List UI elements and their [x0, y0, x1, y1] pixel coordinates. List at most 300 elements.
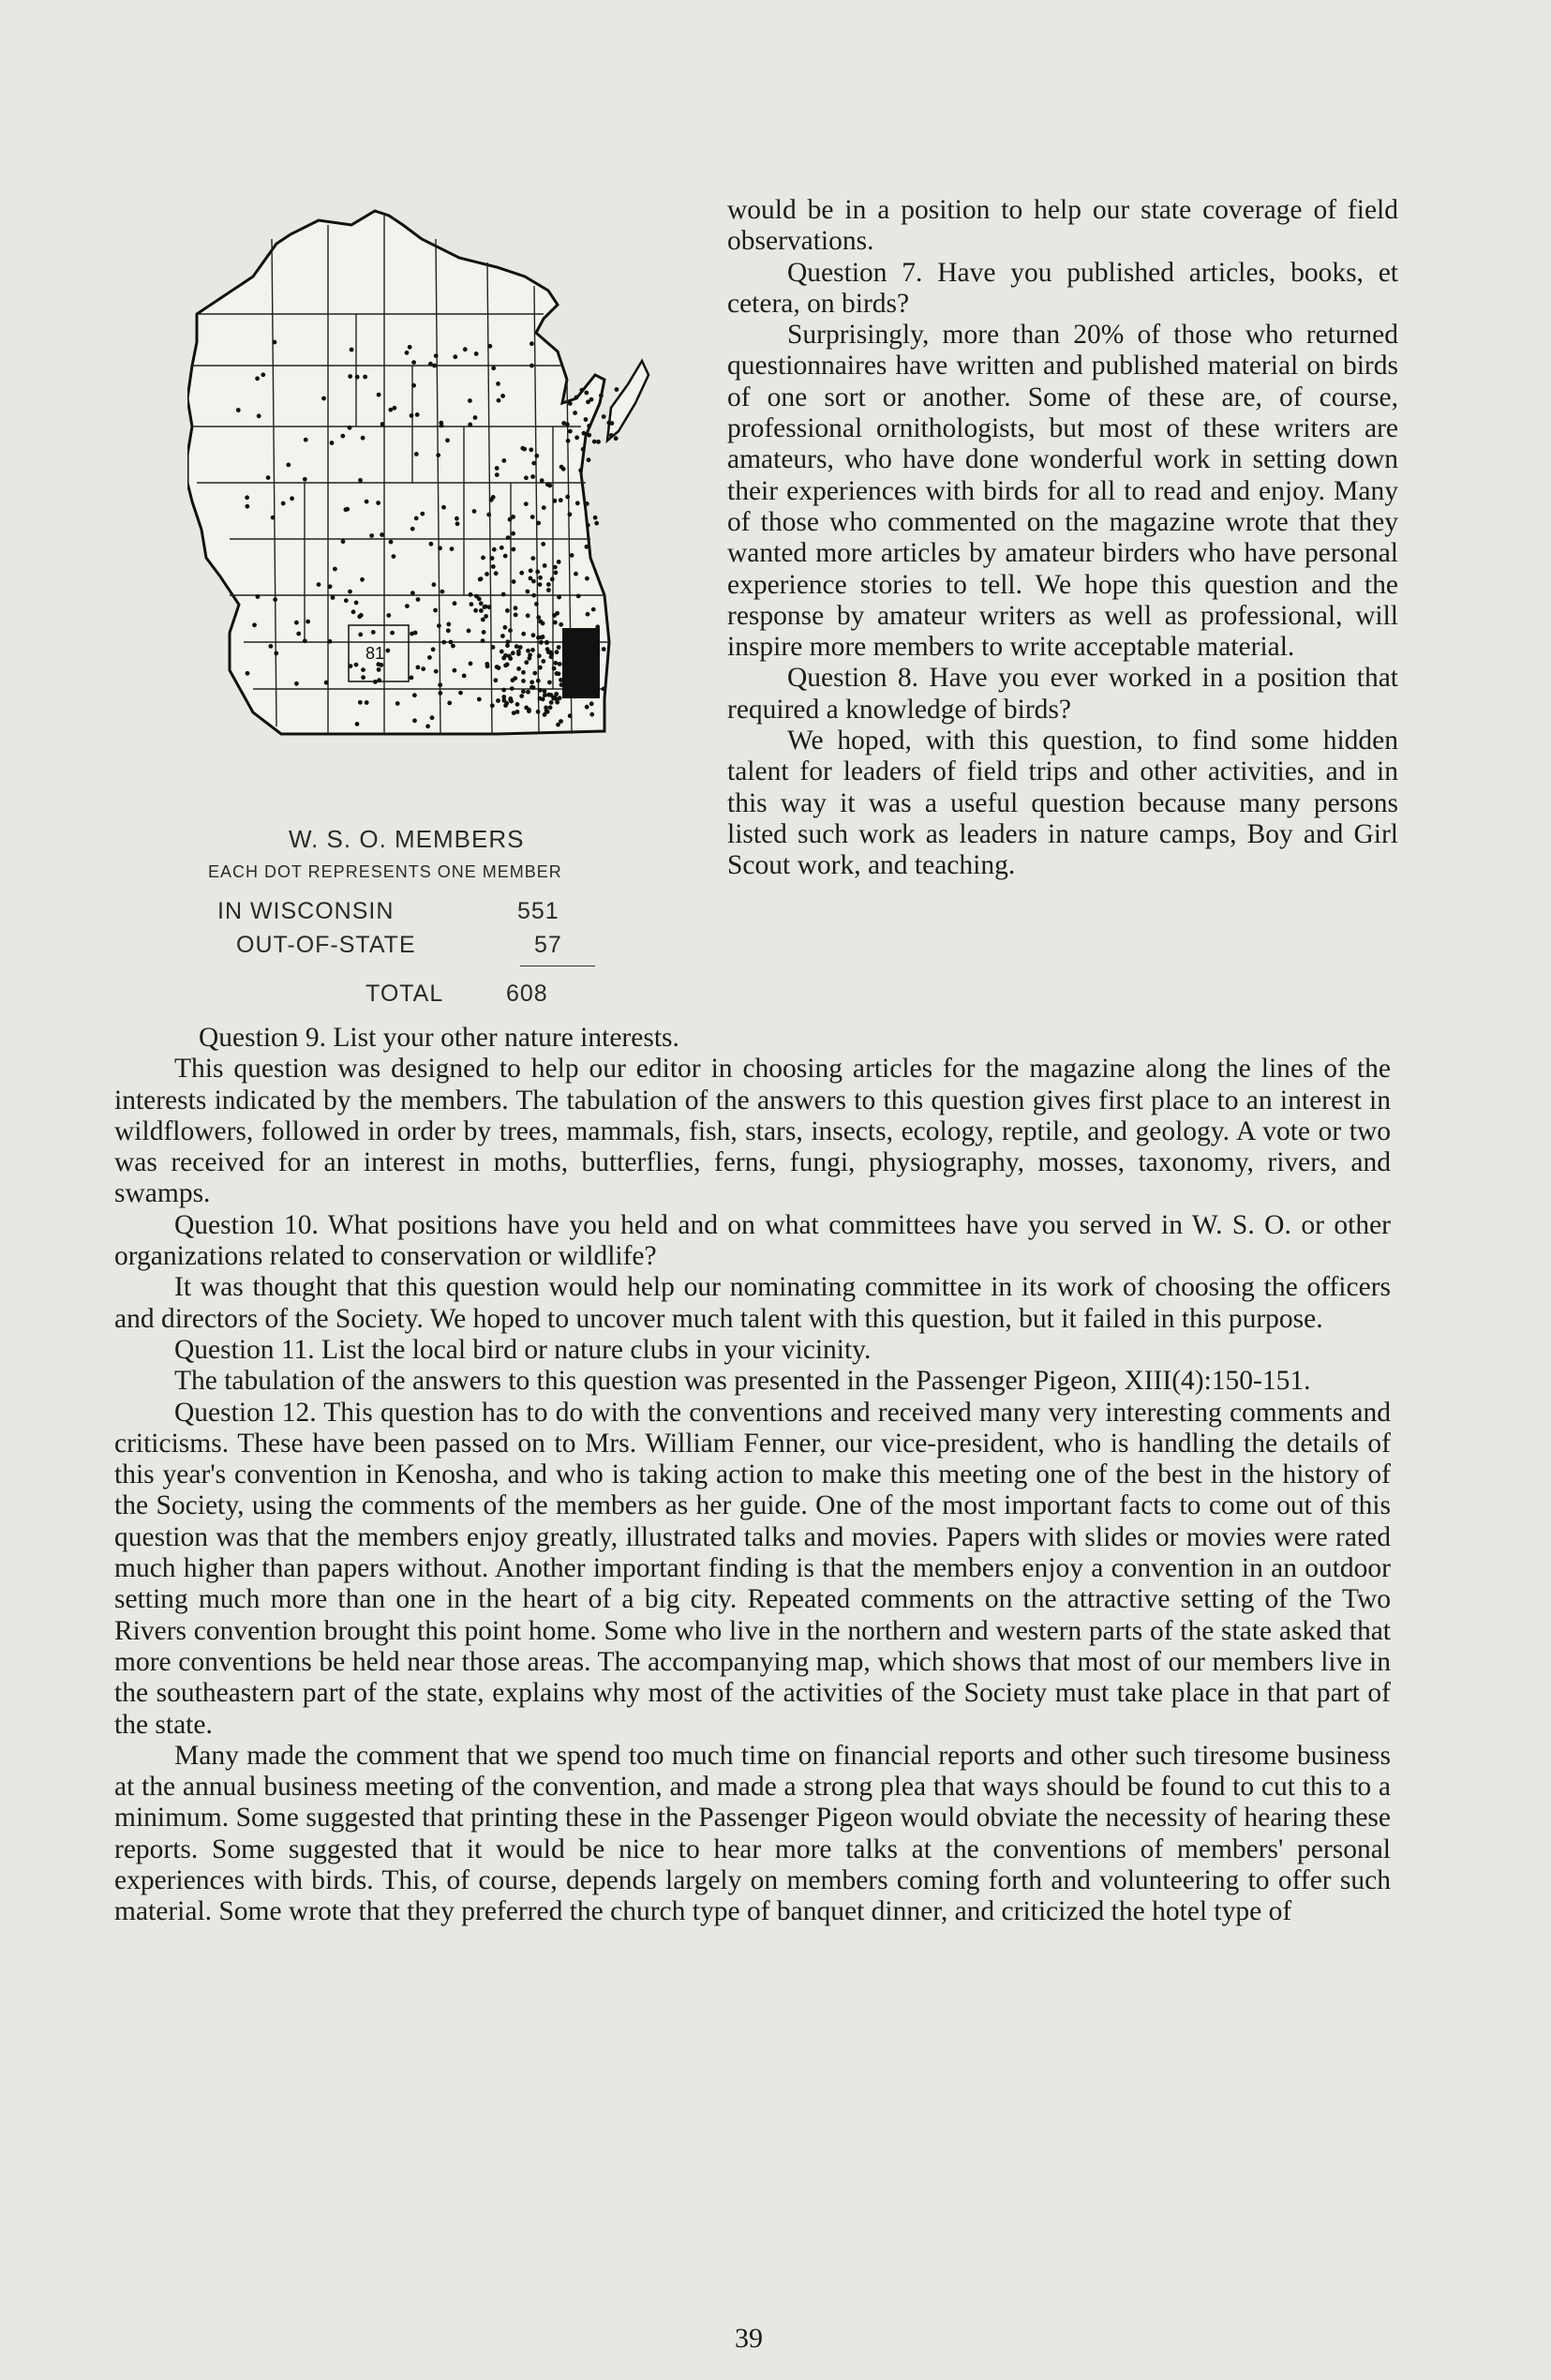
member-dot [479, 601, 484, 606]
member-dot [530, 474, 535, 479]
member-dot [574, 572, 578, 576]
member-dot [468, 398, 472, 403]
member-dot [553, 499, 558, 503]
member-dot [420, 512, 425, 516]
member-dot [585, 545, 589, 549]
member-dot [568, 713, 573, 718]
member-dot [529, 364, 534, 368]
paragraph: Surprisingly, more than 20% of those who returned questionnaires have written and published material on birds of one sort or another. Some of these are, of course, professional ornithologists, but most of these writers are amateurs, who have done wonderful work in setting down their experiences with birds for all to read and enjoy. Many of those who commented on the magazine wrote that they wanted more articles by amateur birders who have personal experience stories to tell. We hope this question and the response by amateur writers as well as professional, will inspire more members to write acceptable material. [727, 320, 1398, 663]
member-dot [574, 396, 579, 400]
member-dot [526, 590, 530, 594]
member-dot [529, 341, 534, 346]
member-dot [511, 531, 515, 536]
member-dot [481, 556, 485, 561]
member-dot [453, 668, 457, 673]
member-dot [586, 612, 590, 617]
member-dot [494, 571, 499, 576]
member-dot [252, 622, 257, 627]
member-dot [545, 710, 550, 714]
paragraph: It was thought that this question would help our nominating committee in its work of choosing the officers and directors of the Society. We hoped to uncover much talent with this question, but it failed in this purpose. [114, 1272, 1391, 1334]
member-dot [529, 568, 533, 573]
paragraph: Question 10. What positions have you held and on what committees have you served in W. S. O. or other organizations related to conservation or wildlife? [114, 1209, 1391, 1272]
member-dot [405, 604, 410, 608]
member-dot [380, 422, 385, 427]
member-dot [483, 605, 487, 609]
member-dot [510, 686, 515, 691]
member-dot [515, 710, 520, 714]
member-dot [453, 354, 457, 359]
member-dot [536, 679, 541, 683]
member-dot [477, 697, 482, 702]
member-dot [330, 441, 335, 445]
member-dot [496, 382, 500, 386]
member-dot [615, 387, 619, 392]
member-dot [388, 408, 393, 412]
member-dot [410, 591, 415, 595]
member-dot [555, 611, 559, 616]
member-dot [557, 671, 561, 676]
member-dot [581, 648, 586, 652]
member-dot [565, 658, 570, 663]
member-dot [437, 623, 441, 628]
member-dot [526, 649, 530, 653]
member-dot [348, 426, 352, 430]
member-dot [472, 509, 477, 514]
member-dot [508, 517, 513, 522]
member-dot [365, 700, 369, 705]
member-dot [584, 391, 589, 396]
member-dot [529, 680, 534, 684]
legend-subtitle: EACH DOT REPRESENTS ONE MEMBER [208, 862, 562, 881]
member-dot [491, 564, 496, 569]
member-dot [438, 546, 442, 550]
member-dot [538, 666, 543, 670]
legend-row-label: IN WISCONSIN [217, 898, 395, 924]
member-dot [463, 347, 468, 352]
member-dot [495, 472, 500, 477]
member-dot [507, 654, 512, 659]
member-dot [361, 436, 365, 441]
member-dot [411, 360, 416, 365]
member-dot [562, 694, 567, 698]
member-dot [416, 597, 421, 602]
member-dot [455, 521, 460, 526]
member-dot [513, 676, 517, 681]
member-dot [389, 540, 394, 545]
member-dot [468, 423, 472, 427]
member-dot [271, 516, 276, 520]
member-dot [434, 669, 439, 674]
member-dot [538, 582, 543, 587]
member-dot [393, 406, 397, 411]
member-dot [296, 632, 301, 636]
member-dot [570, 553, 574, 558]
member-dot [505, 662, 510, 666]
member-dot [358, 633, 363, 637]
right-text-column [727, 195, 1398, 882]
member-dot [447, 701, 452, 706]
paragraph: Many made the comment that we spend too much time on financial reports and other such tiresome business at the annual business meeting of the convention, and made a strong plea that ways should be found to cut this to a minimum. Some suggested that printing these in the Passenger Pigeon would obviate the necessity of hearing these reports. Some suggested that it would be nice to hear more talks at the conventions of members' personal experiences with birds. This, of course, depends largely on members coming forth and volunteering to offer such material. Some wrote that they preferred the church type of banquet dinner, and criticized the hotel type of [114, 1740, 1391, 1927]
member-dot [548, 705, 553, 710]
member-dot [561, 467, 566, 472]
member-dot [410, 676, 414, 681]
member-dot [521, 689, 526, 694]
member-dot [246, 504, 250, 509]
member-dot [348, 590, 352, 594]
member-dot [281, 501, 286, 506]
member-dot [425, 724, 430, 728]
member-dot [592, 440, 597, 444]
member-dot [502, 698, 507, 703]
member-dot [559, 622, 563, 627]
member-dot [441, 505, 446, 510]
paragraph: Question 12. This question has to do with the conventions and received many very interesting comments and criticisms. These have been passed on to Mrs. William Fenner, our vice-president, who is handling the details of this year's convention in Kenosha, and who is taking action to make this meeting one of the best in the history of the Society, using the comments of the members as her guide. One of the most important facts to come out of this question was that the members enjoy greatly, illustrated talks and movies. Papers with slides or movies were rated much higher than papers without. Another important finding is that the members enjoy a convention in an outdoor setting much more than one in the heart of a big city. Repeated comments on the attractive setting of the Two Rivers convention brought this point home. Some who live in the northern and western parts of the state asked that more conventions be held near those areas. The accompanying map, which shows that most of our members live in the southeastern part of the state, explains why most of the activities of the Society must take place in that part of the state. [114, 1397, 1391, 1740]
member-dot [473, 415, 478, 420]
member-dot [294, 621, 299, 625]
member-dot [429, 542, 434, 546]
member-dot [489, 498, 494, 502]
member-dot [524, 475, 529, 480]
member-dot [521, 632, 526, 636]
member-dot [458, 691, 463, 696]
member-dot [500, 394, 505, 398]
member-dot [521, 679, 526, 683]
member-dot [602, 687, 606, 692]
member-dot [246, 671, 250, 676]
member-dot [306, 620, 310, 624]
member-dot [568, 512, 573, 516]
member-dot [505, 608, 510, 613]
member-dot [274, 651, 278, 656]
member-dot [455, 516, 459, 521]
member-dot [441, 640, 446, 645]
member-dot [538, 696, 543, 701]
member-dot [515, 644, 519, 649]
member-dot [348, 374, 352, 379]
member-dot [478, 577, 483, 582]
member-dot [554, 661, 559, 666]
member-dot [369, 533, 374, 538]
member-dot [470, 602, 474, 606]
member-dot [543, 563, 547, 568]
member-dot [501, 688, 506, 693]
member-dot [529, 447, 533, 452]
member-dot [531, 461, 536, 466]
member-dot [573, 695, 577, 699]
member-dot [500, 634, 505, 638]
member-dot [585, 646, 589, 651]
member-dot [436, 453, 440, 457]
member-dot [365, 500, 369, 504]
member-dot [567, 646, 572, 651]
member-dot [539, 636, 544, 640]
member-dot [450, 546, 455, 551]
member-dot [257, 413, 261, 418]
member-dot [559, 498, 563, 502]
member-dot [491, 366, 496, 370]
paragraph: Question 7. Have you published articles, books, et cetera, on birds? [727, 257, 1398, 319]
member-dot [574, 435, 579, 440]
member-dot [581, 447, 586, 452]
member-dot [324, 681, 329, 685]
member-dot [469, 592, 473, 597]
member-dot [386, 613, 391, 618]
member-dot [544, 640, 549, 645]
member-dot [492, 547, 497, 552]
member-dot [446, 628, 451, 633]
member-dot [261, 372, 265, 377]
member-dot [526, 613, 530, 618]
member-dot [408, 345, 412, 350]
paragraph: Question 9. List your other nature interests. [199, 1023, 679, 1053]
member-dot [469, 662, 473, 666]
legend-row-value: 57 [534, 932, 562, 958]
member-dot [586, 523, 590, 528]
member-dot [491, 645, 496, 650]
member-dot [549, 700, 554, 705]
member-dot [481, 618, 485, 622]
member-dot [574, 690, 579, 695]
member-dot [528, 652, 532, 657]
member-dot [440, 424, 444, 428]
member-dot [354, 601, 359, 606]
full-width-text-column [114, 1023, 1391, 1928]
member-dot [568, 401, 573, 406]
member-dot [473, 608, 478, 613]
member-dot [559, 719, 563, 724]
legend-sum-rule [520, 965, 595, 966]
member-dot [593, 516, 598, 520]
member-dot [380, 532, 384, 537]
member-dot [486, 513, 491, 517]
page-number: 39 [735, 2323, 763, 2354]
member-dot [546, 650, 551, 654]
member-dot [432, 582, 437, 587]
member-dot [543, 693, 547, 697]
member-dot [552, 696, 557, 700]
member-dot [245, 495, 249, 500]
member-dot [586, 668, 590, 673]
member-dot [236, 408, 241, 412]
member-dot [534, 454, 539, 458]
member-dot [377, 667, 381, 672]
member-dot [512, 547, 516, 552]
member-dot [602, 414, 606, 419]
member-dot [416, 666, 421, 670]
member-dot [497, 398, 501, 403]
member-dot [582, 431, 587, 436]
member-dot [490, 556, 495, 561]
member-dot [361, 675, 365, 680]
member-dot [521, 670, 526, 675]
member-dot [514, 613, 518, 618]
legend-row-value: 608 [506, 980, 548, 1007]
wisconsin-state-outline [187, 211, 609, 734]
member-dot [487, 605, 492, 609]
member-dot [596, 649, 601, 653]
member-dot [485, 572, 489, 576]
member-dot [508, 696, 513, 701]
member-dot [589, 701, 594, 706]
member-dot [482, 630, 486, 635]
member-dot [552, 666, 557, 671]
member-dot [557, 595, 561, 600]
member-dot [255, 376, 260, 381]
member-dot [573, 411, 577, 415]
member-dot [474, 352, 479, 356]
member-dot [610, 421, 615, 426]
member-dot [566, 439, 571, 443]
member-dot [516, 651, 521, 656]
member-dot [508, 628, 513, 633]
member-dot [530, 648, 535, 652]
member-dot [595, 624, 600, 629]
member-dot [555, 650, 559, 654]
member-dot [559, 682, 564, 687]
legend-title: W. S. O. MEMBERS [289, 825, 525, 853]
member-dot [526, 690, 530, 695]
member-dot [554, 571, 559, 576]
member-dot [516, 666, 521, 671]
paragraph: Question 8. Have you ever worked in a position that required a knowledge of birds? [727, 663, 1398, 725]
member-dot [431, 647, 436, 651]
member-dot [412, 718, 417, 723]
member-dot [371, 630, 376, 635]
member-dot [543, 689, 547, 694]
paragraph: The tabulation of the answers to this question was presented in the Passenger Pigeon, XIII(4):150-151. [174, 1366, 1311, 1397]
member-dot [433, 608, 438, 613]
member-dot [427, 655, 432, 660]
member-dot [587, 457, 591, 462]
member-dot [355, 722, 360, 726]
member-dot [547, 681, 552, 685]
member-dot [553, 621, 558, 625]
member-dot [355, 375, 360, 380]
member-dot [412, 693, 417, 697]
member-dot [562, 662, 567, 666]
member-dot [413, 631, 418, 636]
member-dot [546, 582, 551, 587]
member-dot [266, 475, 271, 480]
member-dot [514, 606, 518, 610]
paragraph: This question was designed to help our editor in choosing articles for the magazine along the lines of the interests indicated by the members. The tabulation of the answers to this question gives first place to an interest in wildflowers, followed in order by trees, mammals, fish, stars, insects, ecology, reptile, and geology. A vote or two was received for an interest in moths, butterflies, ferns, fungi, physiography, mosses, taxonomy, rivers, and swamps. [114, 1054, 1391, 1209]
member-dot [351, 609, 356, 614]
member-dot [511, 651, 515, 655]
member-dot [519, 571, 524, 576]
member-dot [345, 507, 350, 512]
member-dot [358, 478, 363, 483]
member-dot [569, 687, 574, 692]
member-dot [614, 436, 619, 441]
member-dot [304, 438, 308, 442]
member-dot [405, 351, 410, 355]
member-dot [488, 344, 493, 349]
member-dot [519, 694, 524, 698]
member-dot [440, 590, 445, 594]
member-dot [557, 645, 561, 650]
member-dot [591, 656, 596, 661]
member-dot [531, 633, 536, 637]
member-dot [415, 412, 420, 417]
member-dot [576, 660, 581, 665]
paragraph: We hoped, with this question, to find some hidden talent for leaders of field trips and other activities, and in this way it was a useful question because many persons listed such work as leaders in nature camps, Boy and Girl Scout work, and teaching. [727, 726, 1398, 881]
member-dot [531, 685, 536, 690]
member-dot [357, 614, 362, 619]
member-dot [585, 576, 589, 581]
member-dot [532, 671, 537, 676]
member-dot [294, 681, 299, 686]
member-dot [531, 579, 536, 584]
member-dot [557, 560, 561, 564]
member-dot [344, 598, 349, 603]
member-dot [273, 340, 277, 345]
member-dot [524, 501, 529, 506]
member-dot [539, 640, 544, 645]
member-dot [550, 577, 555, 582]
county-callout-label: 81 [365, 644, 385, 663]
member-dot [596, 440, 601, 444]
member-dot [286, 463, 291, 468]
member-dot [317, 582, 321, 587]
member-dot [587, 433, 591, 438]
member-dot [350, 348, 354, 352]
member-dot [414, 516, 419, 521]
member-dot [538, 576, 543, 580]
member-dot [537, 653, 542, 658]
member-dot [303, 638, 307, 643]
membership-map-figure [150, 187, 675, 1031]
member-dot [496, 698, 500, 703]
member-dot [484, 614, 488, 619]
member-dot [360, 577, 365, 582]
member-dot [553, 565, 558, 570]
member-dot [540, 478, 544, 483]
member-dot [481, 638, 485, 643]
member-dot [269, 644, 274, 649]
member-dot [530, 515, 535, 519]
member-dot [524, 660, 529, 665]
member-dot [462, 674, 467, 679]
member-dot [530, 556, 535, 561]
member-dot [438, 682, 442, 687]
member-dot [321, 397, 326, 401]
member-dot [390, 631, 395, 636]
member-dot [495, 466, 500, 471]
member-dot [506, 535, 511, 540]
member-dot [333, 567, 337, 572]
member-dot [599, 394, 604, 398]
member-dot [544, 706, 548, 711]
member-dot [358, 700, 363, 705]
member-dot [535, 570, 540, 575]
member-dot [361, 667, 365, 672]
member-dot [503, 625, 508, 630]
member-dot [303, 477, 307, 482]
member-dot [578, 468, 583, 472]
member-dot [414, 452, 419, 457]
member-dot [534, 602, 539, 606]
member-dot [584, 417, 589, 422]
member-dot [256, 594, 261, 599]
member-dot [451, 644, 455, 649]
member-dot [522, 447, 527, 452]
member-dot [446, 622, 451, 627]
member-dot [273, 597, 277, 602]
member-dot [428, 362, 433, 367]
door-peninsula [607, 361, 649, 441]
member-dot [585, 501, 589, 506]
member-dot [501, 458, 506, 463]
